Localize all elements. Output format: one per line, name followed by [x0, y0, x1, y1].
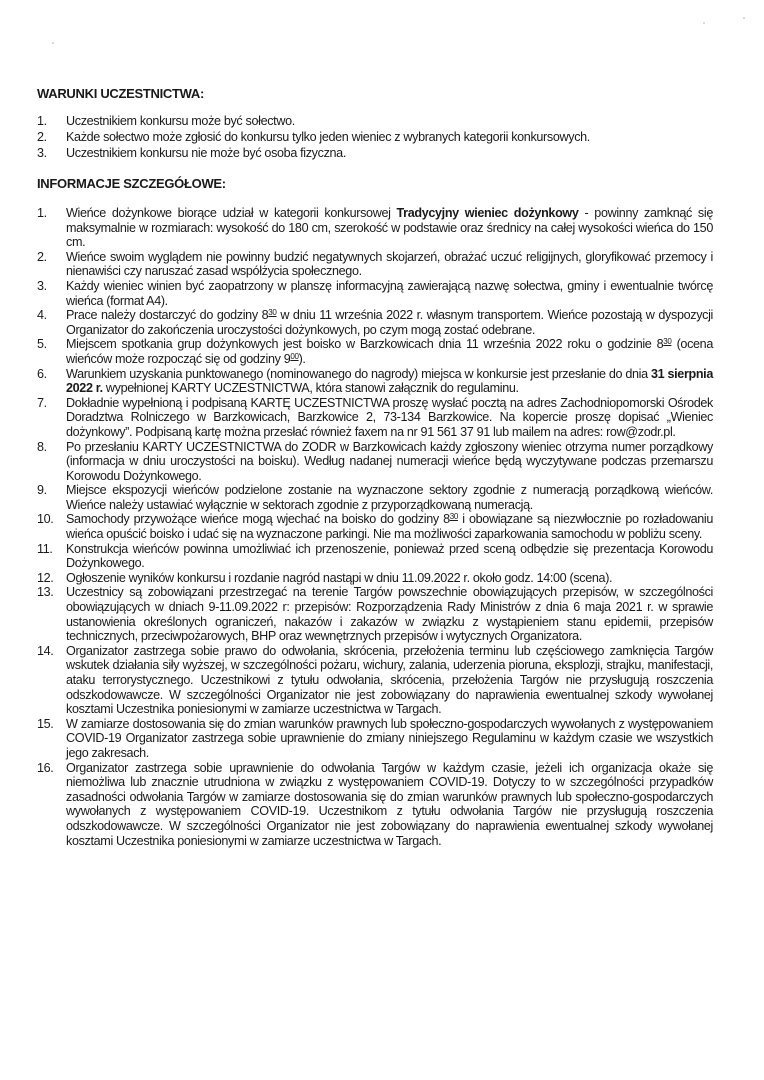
section-heading-informacje: INFORMACJE SZCZEGÓŁOWE: — [37, 176, 226, 191]
list-item — [37, 542, 713, 571]
list-item — [37, 396, 713, 440]
item-number: 1. — [37, 114, 47, 128]
list-item — [37, 512, 713, 541]
item-number: 14. — [37, 643, 54, 658]
item-number: 10. — [37, 512, 54, 527]
item-number: 11. — [37, 541, 53, 556]
time-superscript: 30 — [663, 337, 672, 347]
item-number: 13. — [37, 585, 54, 600]
text-run: w dniu 11 września 2022 r. własnym transportem. Wieńce pozostają w dyspozycji Organizator do zakończenia uroczystości dożynkowych, po czym mogą zostać odebrane. — [66, 308, 713, 337]
item-number: 3. — [37, 146, 47, 160]
list-item — [37, 308, 713, 337]
details-list — [37, 206, 713, 848]
item-text: Ogłoszenie wyników konkursu i rozdanie nagród nastąpi w dniu 11.09.2022 r. około godz. 14:00 (scena). — [66, 570, 613, 585]
item-text: Uczestnikiem konkursu może być sołectwo. — [66, 114, 295, 128]
item-text: Uczestnicy są zobowiązani przestrzegać na terenie Targów powszechnie obowiązujących przepisów, w szczególności obowiązujących w dniach 9-11.09.2022 r: przepisów: Rozporządzenia Rady Ministrów z dnia 6 maja 2021 r. w sprawie ustanowienia określonych ograniczeń, nakazów i zakazów w związku z wystąpieniem stanu epidemii, przepisów technicznych, przeciwpożarowych, BHP oraz wewnętrznych przepisów i wytycznych Organizatora. — [66, 585, 713, 644]
item-text — [66, 337, 713, 366]
item-number: 12. — [37, 570, 54, 585]
item-text: Po przesłaniu KARTY UCZESTNICTWA do ZODR w Barzkowicach każdy zgłoszony wieniec otrzyma numer porządkowy (informacja w dniu uroczystości na boisku). Według nadanej numeracji wieńce będą wyczytywane podczas przemarszu Korowodu Dożynkowego. — [66, 439, 713, 483]
item-number: 6. — [37, 366, 47, 381]
list-item — [37, 129, 713, 145]
item-number: 8. — [37, 439, 47, 454]
conditions-list — [37, 113, 713, 161]
item-number: 9. — [37, 483, 47, 498]
item-text — [66, 367, 713, 396]
list-item — [37, 279, 713, 308]
item-text: Każdy wieniec winien być zaopatrzony w planszę informacyjną zawierającą nazwę sołectwa, gminy i ewentualnie twórcę wieńca (format A4). — [66, 278, 713, 308]
text-run: Wieńce dożynkowe biorące udział w kategorii konkursowej — [66, 206, 397, 220]
item-text: Wieńce swoim wyglądem nie powinny budzić negatywnych skojarzeń, obrażać uczuć religijnych, gloryfikować przemocy i nienawiści czy naruszać zasad współżycia społecznego. — [66, 249, 713, 279]
time-superscript: 30 — [268, 308, 277, 318]
text-run: - powinny zamknąć się maksymalnie w rozmiarach: wysokość do 180 cm, szerokość w podstawie oraz średnicy na całej wysokości wieńca do 150 cm. — [66, 206, 713, 250]
item-text: Organizator zastrzega sobie prawo do odwołania, skrócenia, przełożenia terminu lub częściowego zamknięcia Targów wskutek działania siły wyższej, w szczególności pożaru, wichury, zalania, uderzenia pioruna, eksplozji, strajku, manifestacji, ataku terrorystycznego. Uczestnikowi z tytułu odwołania, skrócenia, przełożenia Targów nie przysługują roszczenia odszkodowawcze. W szczególności Organizator nie jest zobowiązany do naprawienia ewentualnej szkody wywołanej kosztami Uczestnika poniesionymi w zamiarze uczestnictwa w Targach. — [66, 643, 713, 717]
scan-speck — [52, 42, 54, 44]
list-item — [37, 483, 713, 512]
item-text — [66, 512, 713, 541]
text-run: Miejscem spotkania grup dożynkowych jest boisko w Barzkowicach dnia 11 września 2022 roku o godzinie 8 — [66, 337, 664, 352]
list-item — [37, 644, 713, 717]
item-text: Dokładnie wypełnioną i podpisaną KARTĘ UCZESTNICTWA proszę wysłać pocztą na adres Zachodniopomorski Ośrodek Doradztwa Rolniczego w Barzkowicach, Barzkowice 2, 73-134 Barzkowice. Na kopercie proszę dopisać „Wieniec dożynkowy”. Podpisaną kartę można przesłać również faxem na nr 91 561 37 91 lub mailem na adres: row@zodr.pl. — [66, 395, 713, 439]
section-heading-warunki: WARUNKI UCZESTNICTWA: — [37, 86, 205, 101]
item-text: Uczestnikiem konkursu nie może być osoba fizyczna. — [66, 146, 346, 160]
list-item — [37, 206, 713, 250]
bold-category-name: Tradycyjny wieniec dożynkowy — [396, 206, 579, 220]
item-number: 16. — [37, 760, 54, 775]
item-number: 2. — [37, 130, 47, 144]
item-number: 7. — [37, 395, 47, 410]
document-page — [37, 86, 713, 848]
text-run: ). — [298, 351, 306, 366]
text-run: i obowiązane są niezwłocznie po rozładowaniu wieńca opuścić boisko i udać się na wyznaczone parkingi. Nie ma możliwości zaparkowania samochodu w pobliżu sceny. — [66, 512, 713, 542]
item-number: 3. — [37, 278, 47, 293]
item-number: 2. — [37, 249, 47, 264]
time-superscript: 00 — [290, 351, 299, 361]
text-run: Warunkiem uzyskania punktowanego (nominowanego do nagrody) miejsca w konkursie jest przesłanie do dnia — [66, 366, 651, 381]
list-item — [37, 585, 713, 643]
list-item — [37, 717, 713, 761]
item-text: Konstrukcja wieńców powinna umożliwiać ich przenoszenie, ponieważ przed sceną odbędzie się prezentacja Korowodu Dożynkowego. — [66, 541, 713, 571]
list-item — [37, 367, 713, 396]
item-text: Miejsce ekspozycji wieńców podzielone zostanie na wyznaczone sektory zgodnie z numeracją porządkową wieńców. Wieńce należy ustawiać wyłącznie w sektorach zgodnie z przyporządkowaną numeracją. — [66, 483, 713, 512]
text-run: Samochody przywożące wieńce mogą wjechać na boisko do godziny 8 — [66, 512, 450, 527]
item-number: 15. — [37, 716, 54, 731]
text-run: (ocena wieńców może rozpocząć się od godziny 9 — [66, 337, 713, 366]
time-superscript: 30 — [449, 512, 458, 522]
scan-speck — [703, 22, 705, 24]
list-item — [37, 337, 713, 366]
list-item — [37, 761, 713, 849]
list-item — [37, 113, 713, 129]
list-item — [37, 571, 713, 586]
item-text: Każde sołectwo może zgłosić do konkursu tylko jeden wieniec z wybranych kategorii konkursowych. — [66, 130, 590, 144]
item-text: Organizator zastrzega sobie uprawnienie do odwołania Targów w każdym czasie, jeżeli ich organizacja okaże się niemożliwa lub znacznie utrudniona w związku z występowaniem COVID-19. Dotyczy to w szczególności przypadków zasadności odwołania Targów w zamiarze dostosowania się do zmian warunków prawnych lub społeczno-gospodarczych wywołanych z występowaniem COVID-19. Uczestnikom z tytułu odwołania Targów nie przysługują roszczenia odszkodowawcze. W szczególności Organizator nie jest zobowiązany do naprawienia ewentualnej szkody wywołanej kosztami Uczestnika poniesionymi w zamiarze uczestnictwa w Targach. — [66, 760, 713, 848]
list-item — [37, 250, 713, 279]
list-item — [37, 440, 713, 484]
item-number: 5. — [37, 337, 47, 352]
bold-deadline-date: 31 sierpnia 2022 r. — [66, 366, 713, 396]
scan-speck — [743, 17, 745, 19]
item-text: W zamiarze dostosowania się do zmian warunków prawnych lub społeczno-gospodarczych wywołanych z występowaniem COVID-19 Organizator zastrzega sobie uprawnienie do zmiany niniejszego Regulaminu w każdym czasie we wszystkich jego zakresach. — [66, 716, 713, 760]
item-number: 4. — [37, 308, 47, 323]
item-text — [66, 206, 713, 250]
text-run: Prace należy dostarczyć do godziny 8 — [66, 308, 269, 323]
item-number: 1. — [37, 206, 47, 220]
list-item — [37, 145, 713, 161]
item-text — [66, 308, 713, 337]
text-run: wypełnionej KARTY UCZESTNICTWA, która stanowi załącznik do regulaminu. — [102, 381, 519, 396]
